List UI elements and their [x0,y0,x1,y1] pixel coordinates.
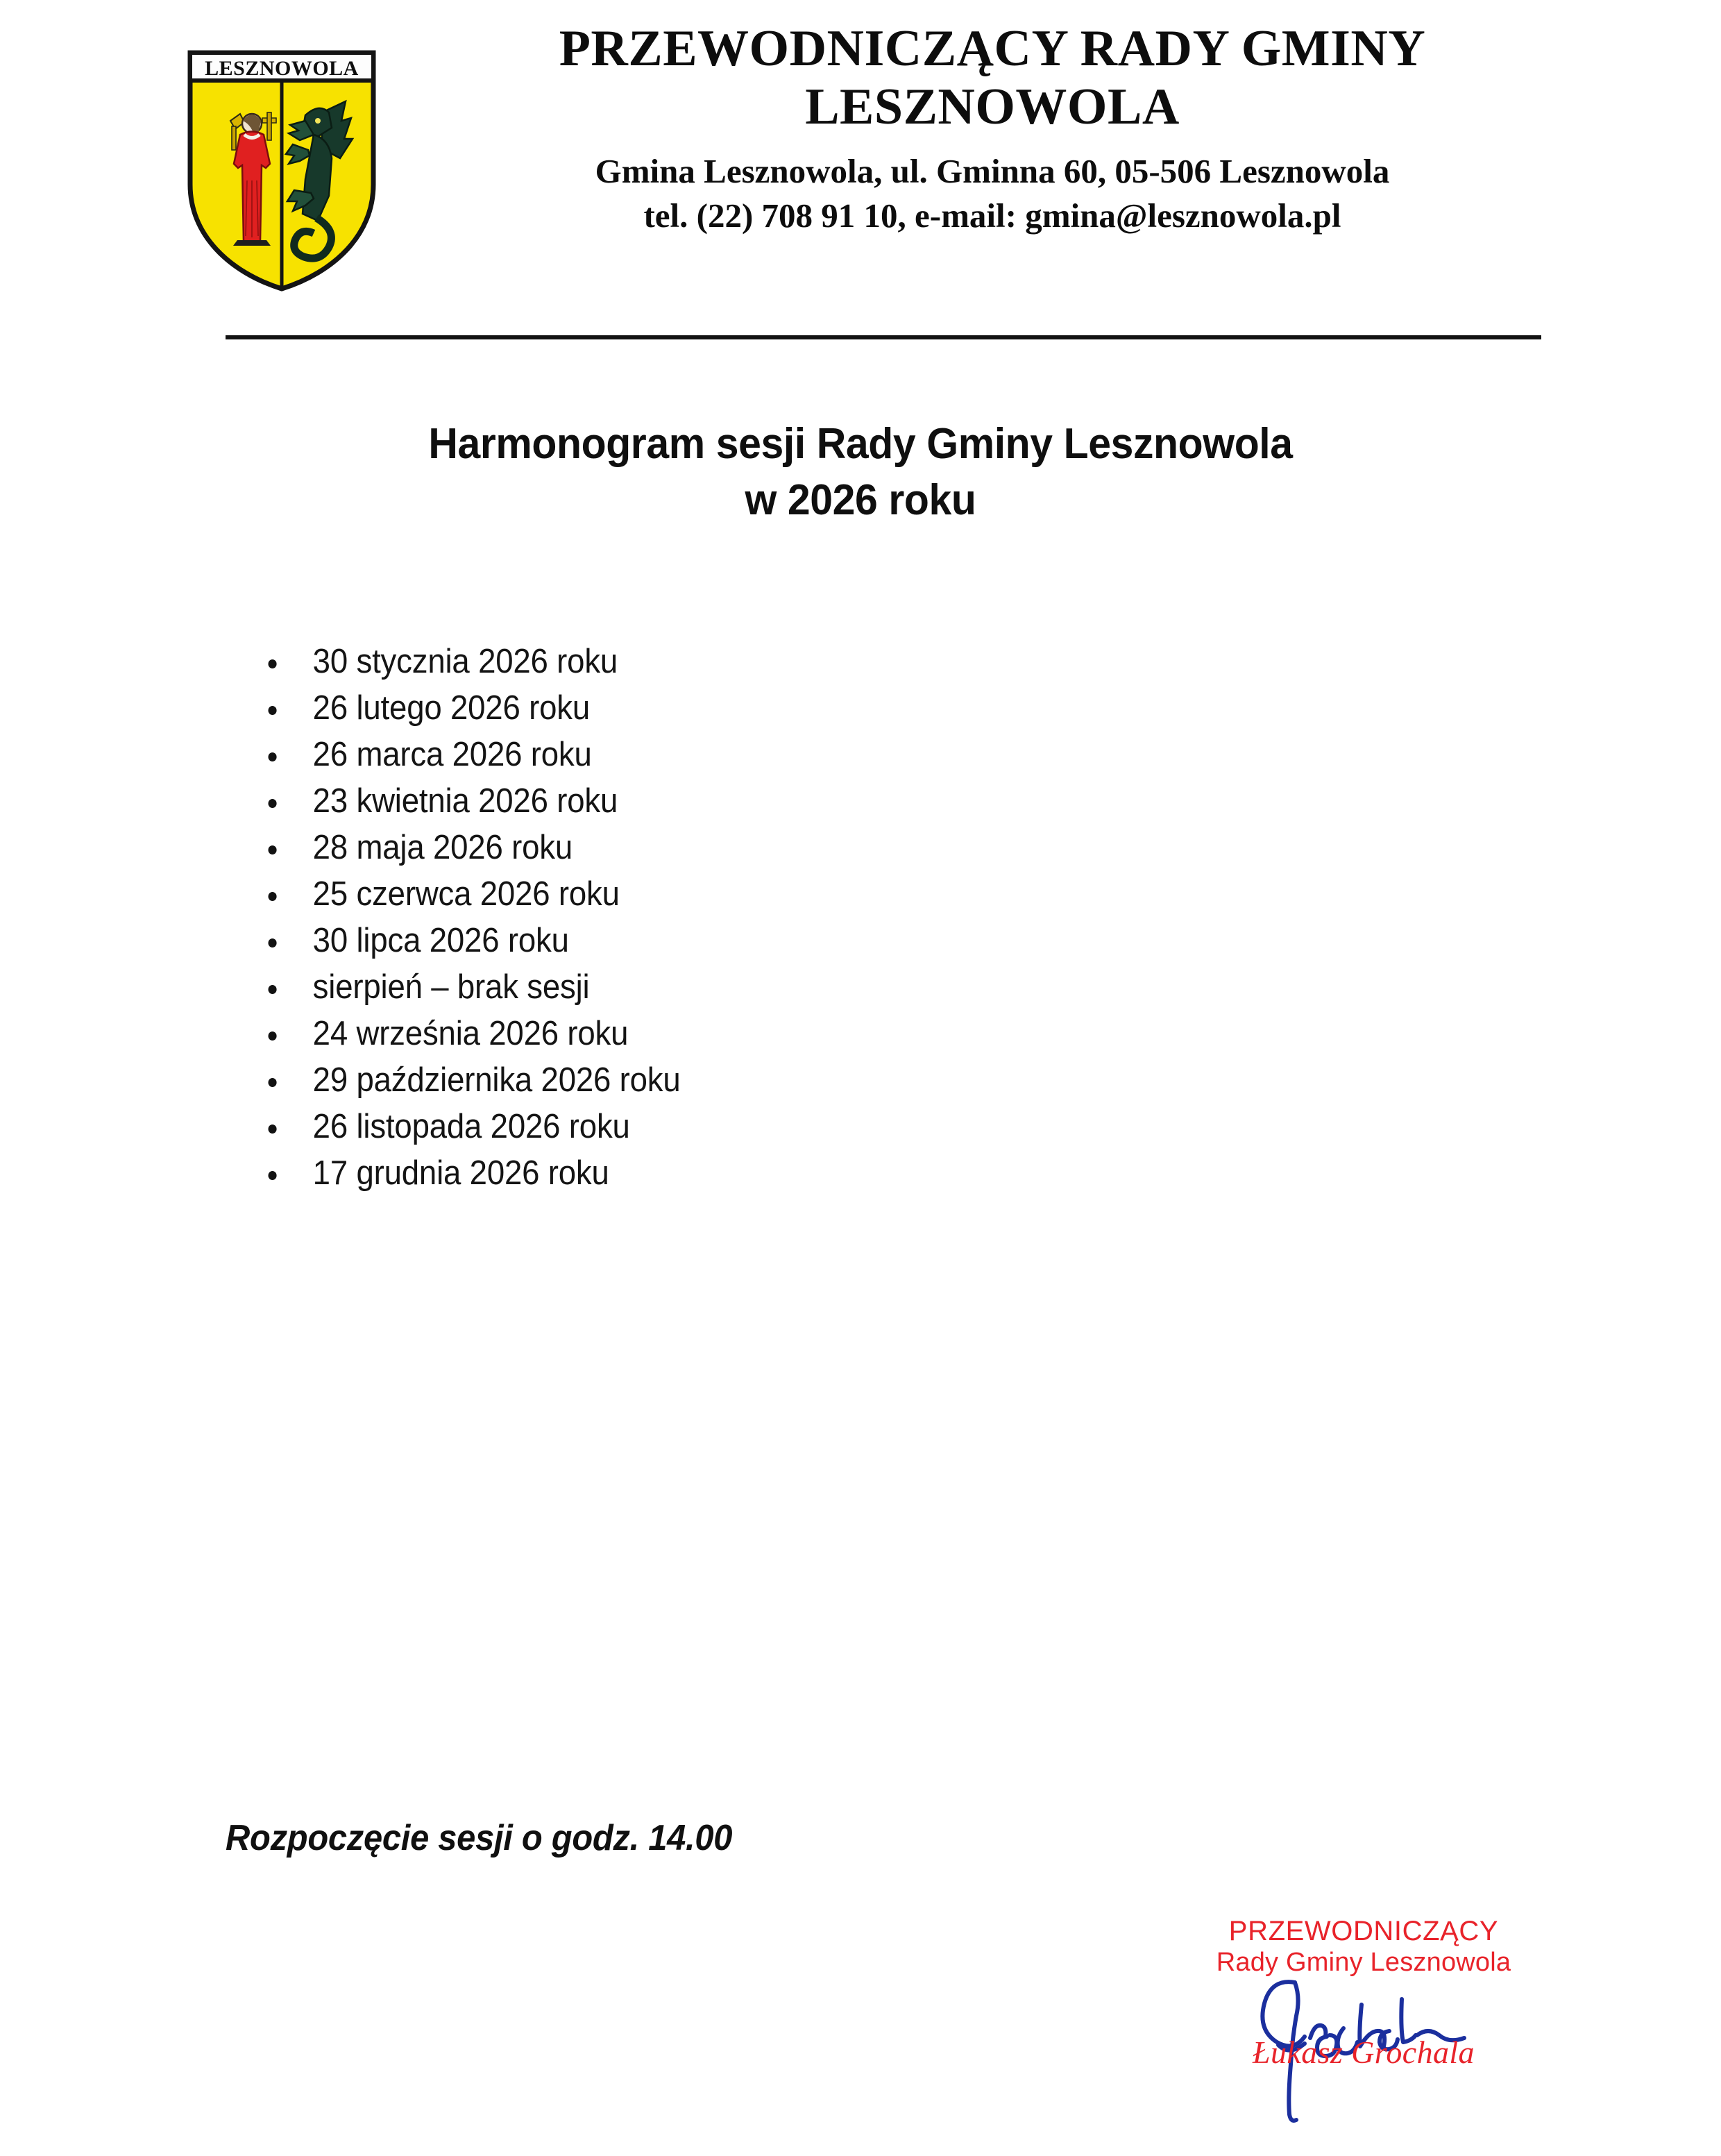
page-title-line1: Harmonogram sesji Rady Gminy Lesznowola [428,420,1293,468]
bullet-icon [269,1171,277,1180]
list-item [264,1104,1361,1150]
list-item [264,918,1361,964]
list-item-label: 23 kwietnia 2026 roku [312,782,618,820]
list-item [264,639,1361,685]
page-title [0,416,1721,528]
bullet-icon [269,659,277,668]
list-item [264,778,1361,825]
office-title-line1: PRZEWODNICZĄCY RADY GMINY [559,20,1426,77]
list-item [264,732,1361,778]
stamp-council-label: Rady Gminy Lesznowola [1216,1948,1511,1977]
bullet-icon [269,1031,277,1041]
list-item-label: 25 czerwca 2026 roku [312,875,620,913]
header-divider-rule [226,335,1541,339]
contact-block [416,149,1568,239]
lesznowola-coat-of-arms-icon [186,49,378,293]
letterhead-text [416,19,1568,239]
bullet-icon [269,985,277,994]
signature-stamp [1201,1916,1527,2124]
bullet-icon [269,706,277,715]
list-item-label: 30 lipca 2026 roku [312,922,569,959]
bullet-icon [269,892,277,901]
address-line: Gmina Lesznowola, ul. Gminna 60, 05-506 Lesznowola [595,151,1390,190]
bullet-icon [269,1125,277,1134]
list-item-label: 24 września 2026 roku [312,1015,629,1052]
bullet-icon [269,752,277,761]
letterhead [0,0,1721,347]
office-title-line2: LESZNOWOLA [805,78,1180,136]
list-item [264,825,1361,871]
bullet-icon [269,938,277,948]
list-item-label: 26 marca 2026 roku [312,736,592,773]
list-item [264,1011,1361,1057]
start-time-note: Rozpoczęcie sesji o godz. 14.00 [226,1818,733,1858]
list-item [264,964,1361,1011]
list-item-label: 29 października 2026 roku [312,1061,681,1099]
page-title-line2: w 2026 roku [745,475,976,524]
list-item-label: 17 grudnia 2026 roku [312,1154,609,1192]
bullet-icon [269,845,277,854]
list-item-label: 26 listopada 2026 roku [312,1108,630,1145]
list-item [264,871,1361,918]
list-item [264,685,1361,732]
list-item-label: 28 maja 2026 roku [312,829,573,866]
bullet-icon [269,799,277,808]
coat-of-arms-band-label: LESZNOWOLA [205,57,359,80]
bullet-icon [269,1078,277,1087]
contact-line: tel. (22) 708 91 10, e-mail: gmina@lesznowola.pl [643,196,1341,235]
session-schedule-list [264,639,1443,1197]
list-item [264,1057,1361,1104]
stamp-role-label: PRZEWODNICZĄCY [1228,1916,1499,1946]
list-item-label: 26 lutego 2026 roku [312,689,591,727]
list-item-label: sierpień – brak sesji [312,968,590,1006]
list-item-label: 30 stycznia 2026 roku [312,643,618,680]
list-item [264,1150,1361,1197]
stamp-name-label: Łukasz Grochala [1253,2035,1475,2070]
